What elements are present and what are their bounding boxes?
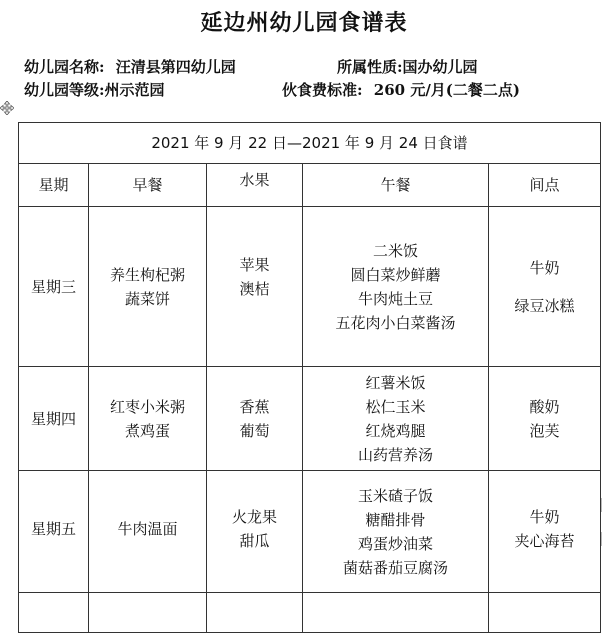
breakfast-item: 养生枸杞粥 — [109, 265, 185, 284]
fruit-cell — [207, 207, 303, 367]
lunch-item: 二米饭 — [372, 241, 418, 260]
meal-fee — [282, 79, 520, 100]
fruit-item: 甜瓜 — [239, 531, 270, 550]
table-row — [19, 367, 601, 471]
day-cell: 星期四 — [19, 367, 89, 471]
snack-cell — [489, 471, 601, 593]
header-day: 星期 — [19, 164, 89, 207]
fruit-cell — [207, 367, 303, 471]
fruit-item: 苹果 — [239, 255, 270, 274]
kindergarten-grade-label: 幼儿园等级: — [24, 81, 105, 99]
lunch-item: 红薯米饭 — [365, 373, 426, 392]
header-snack: 间点 — [489, 164, 601, 207]
fruit-cell — [207, 471, 303, 593]
lunch-item: 鸡蛋炒油菜 — [357, 534, 433, 553]
kindergarten-grade — [24, 79, 165, 100]
menu-table — [18, 122, 601, 633]
fruit-item: 澳桔 — [239, 279, 270, 298]
lunch-item: 红烧鸡腿 — [365, 421, 426, 440]
breakfast-cell — [89, 471, 207, 593]
kindergarten-name — [24, 56, 236, 77]
lunch-cell — [303, 471, 489, 593]
breakfast-item: 牛肉温面 — [117, 519, 178, 538]
day-cell — [19, 593, 89, 633]
lunch-item: 山药营养汤 — [357, 445, 433, 464]
snack-cell — [489, 593, 601, 633]
move-arrows-icon — [0, 101, 14, 115]
kindergarten-nature-label: 所属性质: — [337, 58, 403, 76]
day-cell: 星期三 — [19, 207, 89, 367]
snack-item: 夹心海苔 — [514, 531, 575, 550]
meal-fee-value: 260 元/月(二餐二点) — [373, 81, 520, 99]
page-edge-marker — [601, 532, 608, 546]
kindergarten-nature-value: 国办幼儿园 — [402, 58, 478, 76]
snack-item: 酸奶 — [529, 397, 560, 416]
page-edge-marker — [601, 498, 608, 512]
breakfast-cell — [89, 593, 207, 633]
header-row — [19, 164, 601, 207]
lunch-cell — [303, 367, 489, 471]
lunch-cell — [303, 593, 489, 633]
fruit-item: 香蕉 — [239, 397, 270, 416]
kindergarten-grade-value: 州示范园 — [104, 81, 165, 99]
snack-item: 牛奶 — [529, 507, 560, 526]
snack-item: 牛奶 — [529, 258, 560, 277]
lunch-cell — [303, 207, 489, 367]
header-breakfast: 早餐 — [89, 164, 207, 207]
lunch-item: 五花肉小白菜酱汤 — [335, 313, 456, 332]
document-title: 延边州幼儿园食谱表 — [200, 10, 408, 36]
lunch-item: 玉米碴子饭 — [357, 486, 433, 505]
breakfast-item: 蔬菜饼 — [124, 289, 170, 308]
kindergarten-name-value: 汪清县第四幼儿园 — [115, 58, 236, 76]
meal-fee-label: 伙食费标准: — [282, 81, 363, 99]
date-range: 2021 年 9 月 22 日—2021 年 9 月 24 日食谱 — [19, 123, 601, 164]
header-fruit: 水果 — [207, 164, 303, 207]
header-lunch: 午餐 — [303, 164, 489, 207]
move-handle-icon[interactable] — [0, 101, 14, 115]
fruit-cell — [207, 593, 303, 633]
lunch-item: 牛肉炖土豆 — [357, 289, 433, 308]
lunch-item: 菌菇番茄豆腐汤 — [342, 558, 448, 577]
table-row — [19, 471, 601, 593]
snack-cell — [489, 207, 601, 367]
breakfast-cell — [89, 207, 207, 367]
kindergarten-nature — [337, 56, 478, 77]
kindergarten-name-label: 幼儿园名称: — [24, 58, 105, 76]
lunch-item: 松仁玉米 — [365, 397, 426, 416]
fruit-item: 火龙果 — [231, 507, 277, 526]
breakfast-cell — [89, 367, 207, 471]
breakfast-item: 红枣小米粥 — [109, 397, 185, 416]
fruit-item: 葡萄 — [239, 421, 270, 440]
lunch-item: 糖醋排骨 — [365, 510, 426, 529]
snack-item: 泡芙 — [529, 421, 560, 440]
day-cell: 星期五 — [19, 471, 89, 593]
snack-cell — [489, 367, 601, 471]
breakfast-item: 煮鸡蛋 — [124, 421, 170, 440]
snack-item: 绿豆冰糕 — [514, 296, 575, 315]
table-row — [19, 593, 601, 633]
table-row — [19, 207, 601, 367]
lunch-item: 圆白菜炒鲜蘑 — [350, 265, 441, 284]
